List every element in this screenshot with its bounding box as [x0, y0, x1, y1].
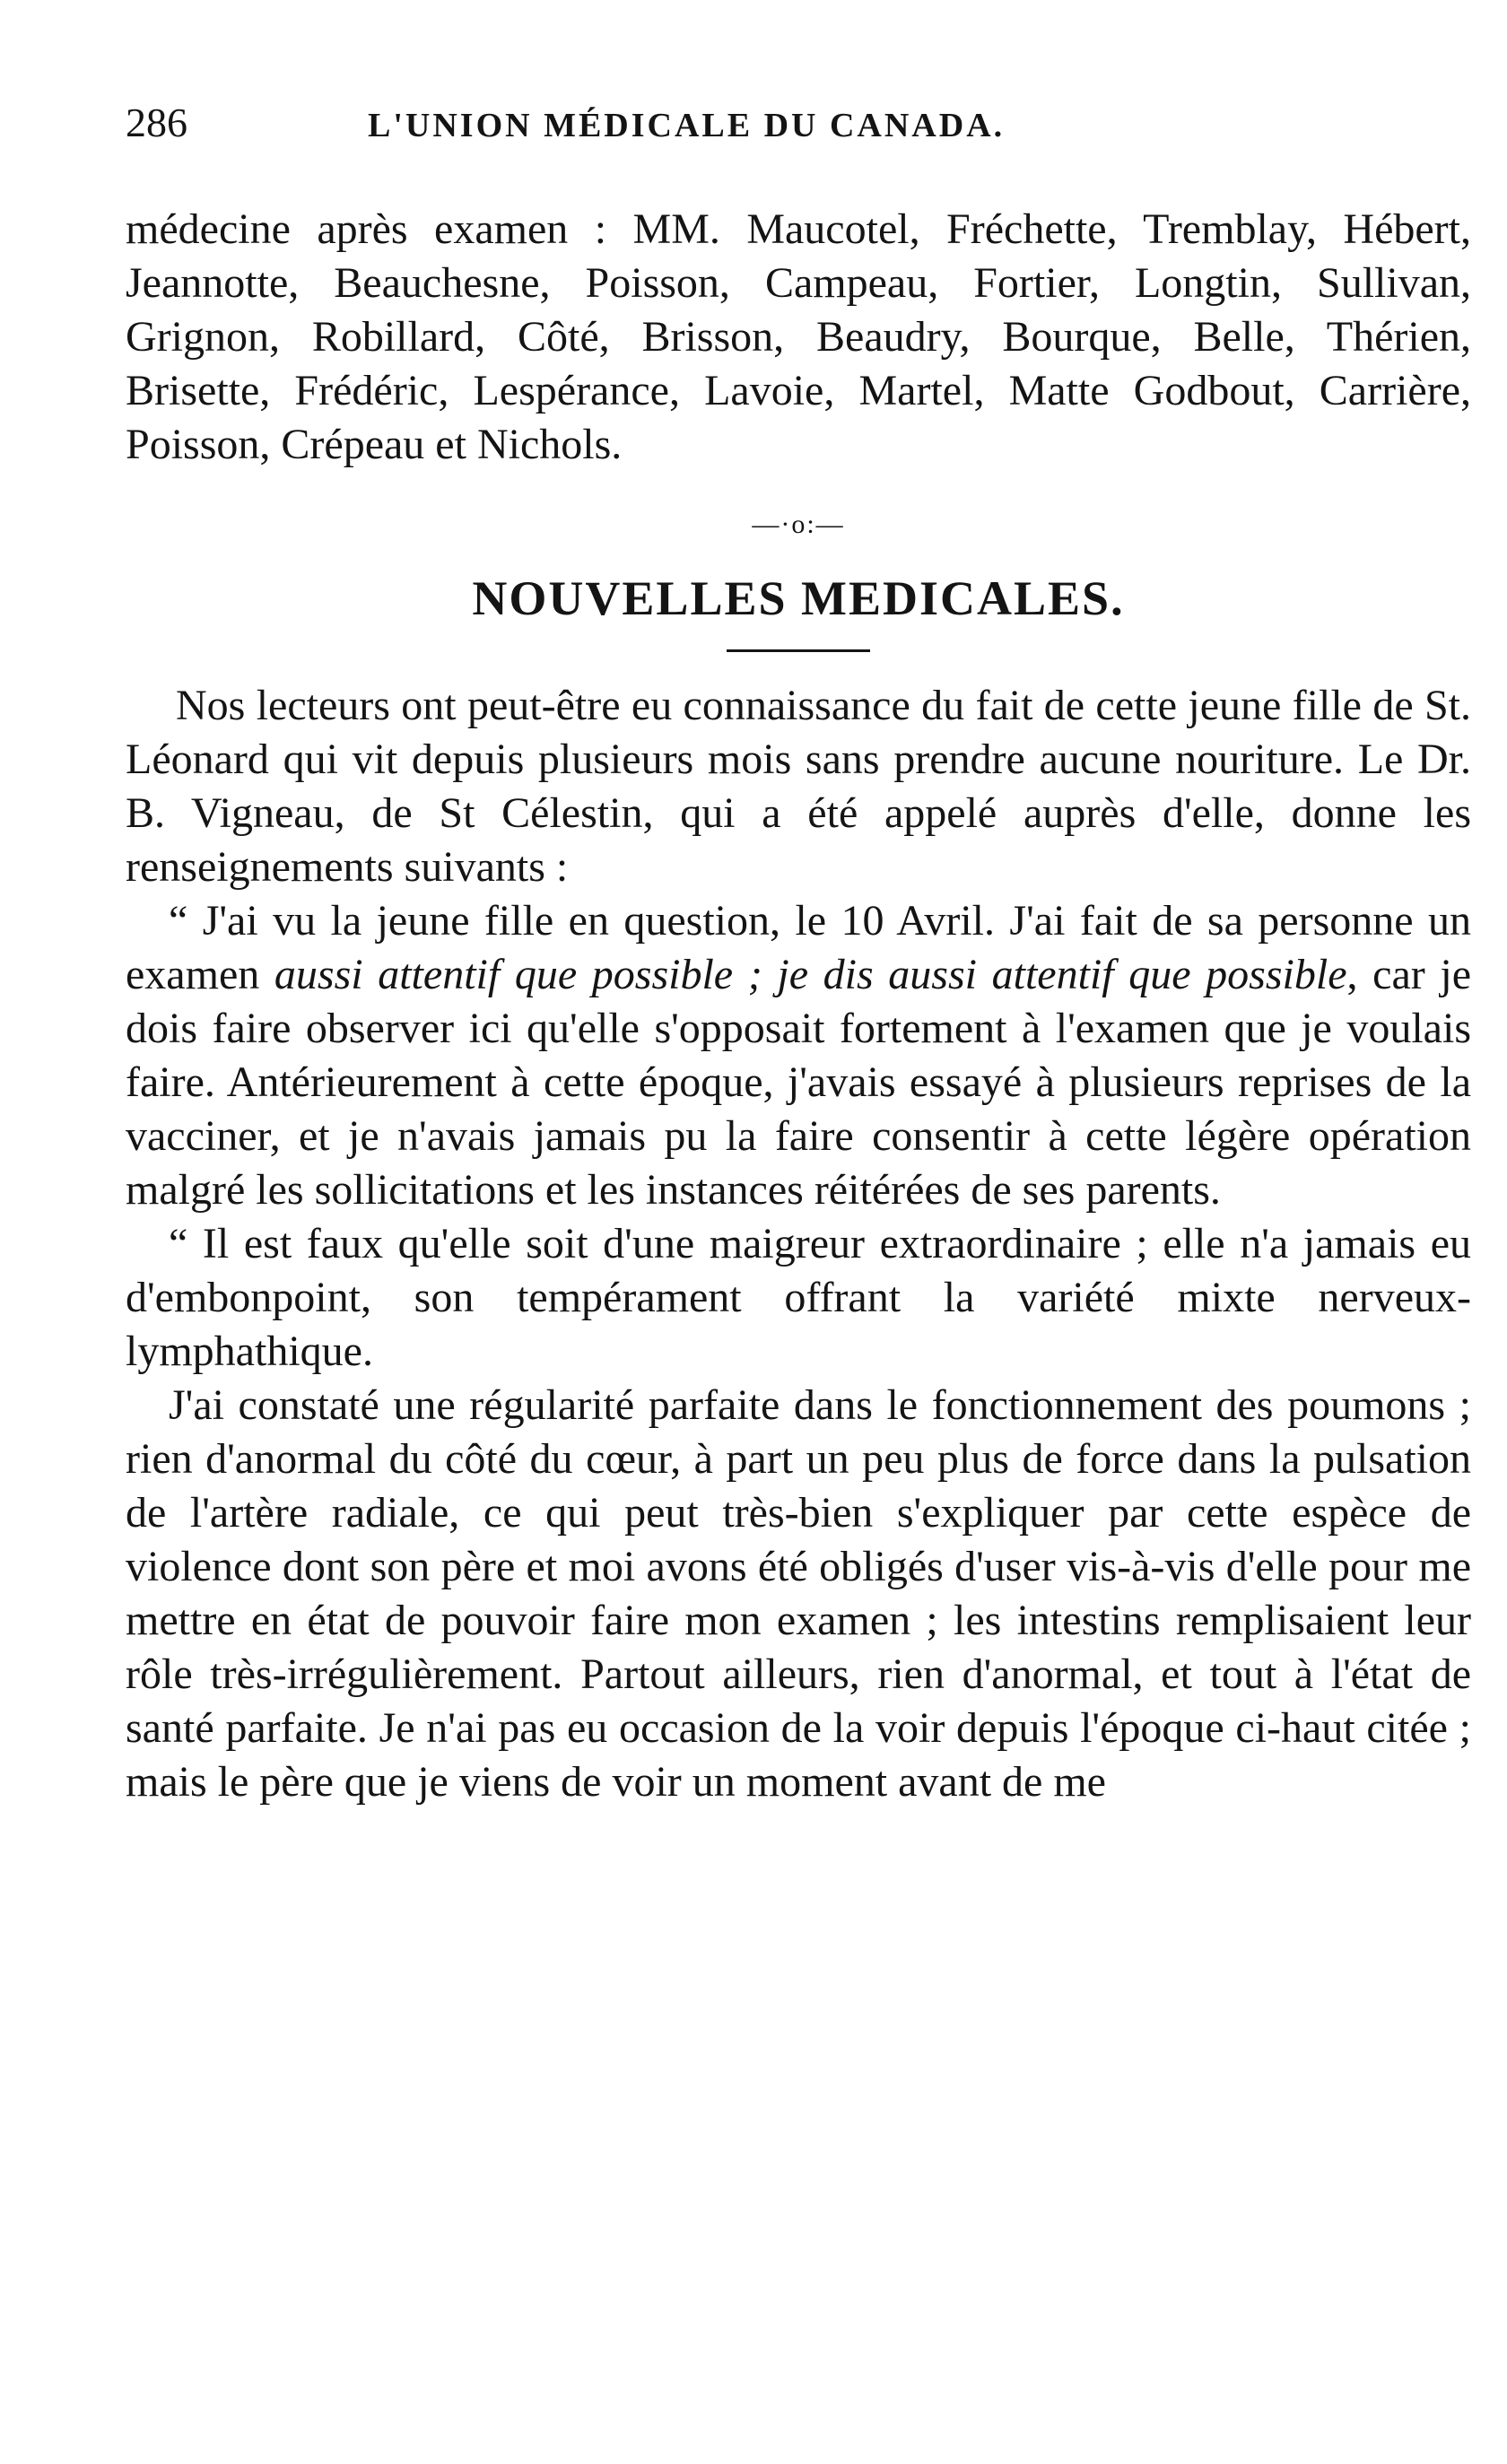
paragraph-quote-3: J'ai constaté une régularité parfaite dans le fonctionnement des poumons ; rien d'anormal du côté du cœur, à part un peu plus de force dans la pulsation de l'artère radiale, ce qui peut très-bien s'expliquer par cette espèce de violence dont son père et moi avons été obligés d'user vis-à-vis d'elle pour me mettre en état de pouvoir faire mon examen ; les intestins remplisaient leur rôle très-irrégulièrement. Partout ailleurs, rien d'anormal, et tout à l'état de santé parfaite. Je n'ai pas eu occasion de la voir depuis l'époque ci-haut citée ; mais le père que je viens de voir un moment avant de me — [126, 1381, 1471, 1806]
section-title: NOUVELLES MEDICALES. — [472, 571, 1125, 625]
section-separator: —·o:— — [752, 509, 845, 539]
title-rule — [727, 649, 870, 652]
paragraph-quote-1-italic: aussi attentif que possible ; je dis aussi attentif que possible — [274, 951, 1347, 998]
paragraph-quote-2: “ Il est faux qu'elle soit d'une maigreur extraordinaire ; elle n'a jamais eu d'embonpoint, son tempérament offrant la variété mixte nerveux-lymphathique. — [126, 1220, 1471, 1375]
paragraph-intro: Nos lecteurs ont peut-être eu connaissance du fait de cette jeune fille de St. Léonard qui vit depuis plusieurs mois sans prendre aucune nouriture. Le Dr. B. Vigneau, de St Célestin, qui a été appelé auprès d'elle, donne les renseignements suivants : — [126, 682, 1471, 891]
running-head: L'UNION MÉDICALE DU CANADA. — [368, 107, 1006, 144]
paragraph-quote-1 — [126, 894, 1471, 1217]
continuation-paragraph: médecine après examen : MM. Maucotel, Fréchette, Tremblay, Hébert, Jeannotte, Beauchesne, Poisson, Campeau, Fortier, Longtin, Sullivan, Grignon, Robillard, Côté, Brisson, Beaudry, Bourque, Belle, Thérien, Brisette, Frédéric, Lespérance, Lavoie, Martel, Matte Godbout, Carrière, Poisson, Crépeau et Nichols. — [126, 205, 1471, 468]
paragraph-quote-1-end: , car je dois faire observer ici qu'elle s'opposait fortement à l'examen que je voulais faire. Antérieurement à cette époque, j'avais essayé à plusieurs reprises de la vacciner, et je n'avais jamais pu la faire consentir à cette légère opération malgré les sollicitations et les instances réitérées de ses parents. — [126, 951, 1472, 1214]
page-number: 286 — [126, 100, 187, 145]
paragraph-quote-1-start: “ J'ai vu la jeune fille en question, le 10 Avril. J'ai fait de sa personne un examen — [126, 897, 1471, 998]
page-header — [126, 99, 1471, 170]
